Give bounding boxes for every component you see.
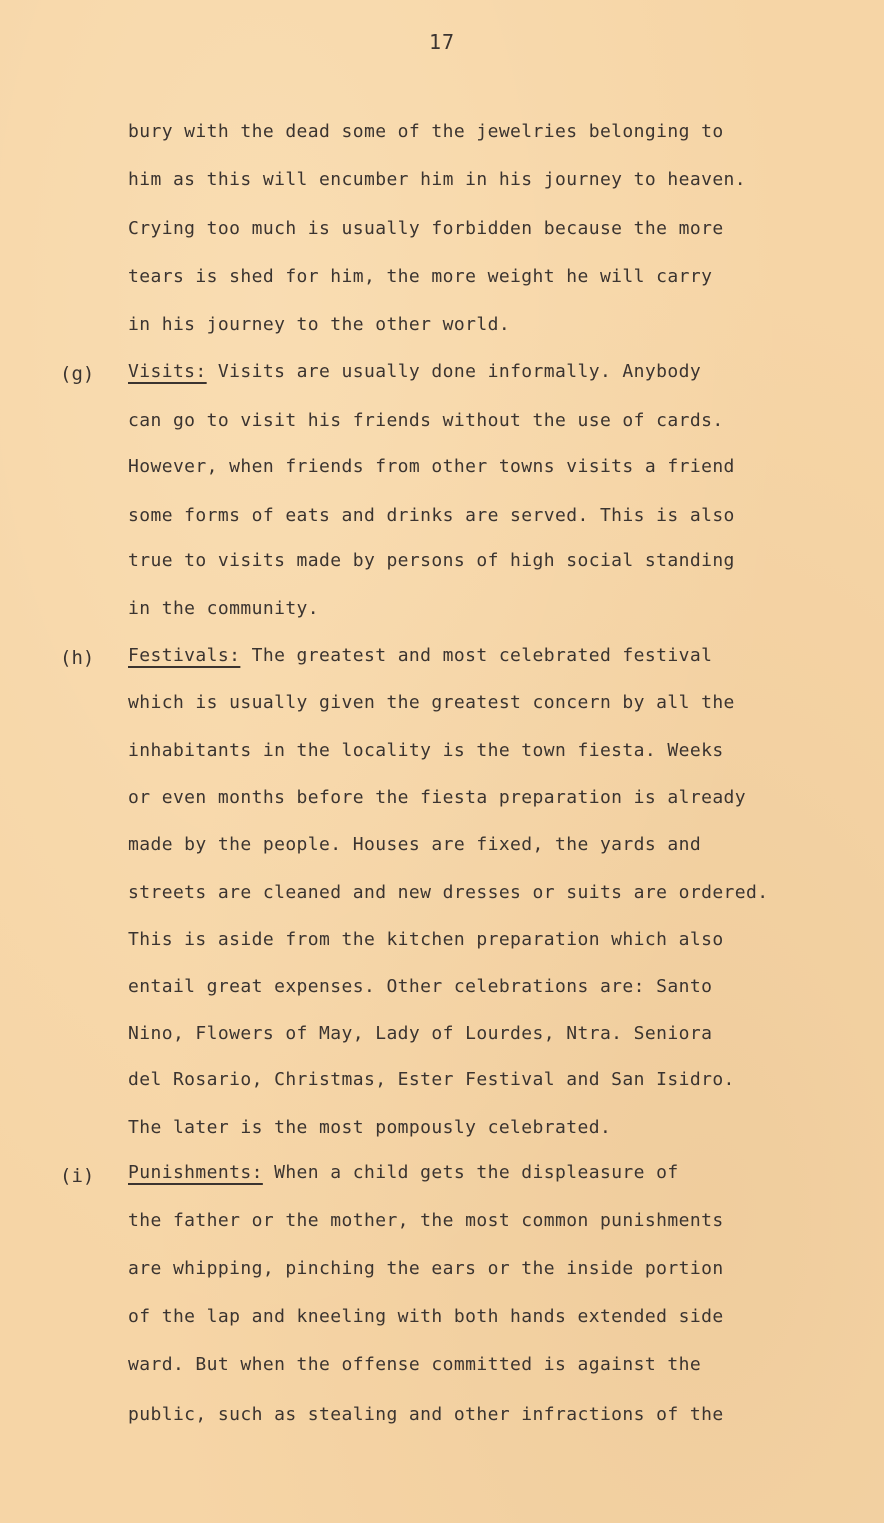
text-line: The later is the most pompously celebrated.	[128, 1117, 612, 1138]
text-line: ward. But when the offense committed is against the	[128, 1354, 702, 1375]
text-line: can go to visit his friends without the use of cards.	[128, 410, 724, 431]
text-line: entail great expenses. Other celebrations are: Santo	[128, 976, 713, 997]
text-line: are whipping, pinching the ears or the inside portion	[128, 1258, 724, 1279]
section-first-line	[128, 360, 701, 384]
text-line: him as this will encumber him in his journey to heaven.	[128, 169, 747, 190]
text-line: This is aside from the kitchen preparation which also	[128, 929, 724, 950]
text-line: del Rosario, Christmas, Ester Festival and San Isidro.	[128, 1069, 735, 1090]
section-heading: Visits:	[128, 361, 207, 382]
section-first-line	[128, 644, 712, 668]
text-line: which is usually given the greatest concern by all the	[128, 692, 735, 713]
section-heading: Punishments:	[128, 1162, 263, 1183]
section-marker: (h)	[60, 647, 95, 669]
text-line: Crying too much is usually forbidden because the more	[128, 218, 724, 239]
text-line: streets are cleaned and new dresses or suits are ordered.	[128, 882, 769, 903]
section-heading: Festivals:	[128, 645, 241, 666]
section-text: Visits are usually done informally. Anybody	[206, 361, 702, 382]
text-line: true to visits made by persons of high social standing	[128, 550, 735, 571]
text-line: inhabitants in the locality is the town fiesta. Weeks	[128, 740, 724, 761]
text-line: in his journey to the other world.	[128, 314, 511, 335]
text-line: in the community.	[128, 598, 320, 619]
text-line: Nino, Flowers of May, Lady of Lourdes, Ntra. Seniora	[128, 1023, 713, 1044]
text-line: of the lap and kneeling with both hands extended side	[128, 1306, 724, 1327]
section-marker: (i)	[60, 1165, 95, 1187]
text-line: tears is shed for him, the more weight he will carry	[128, 266, 713, 287]
text-line: some forms of eats and drinks are served. This is also	[128, 505, 735, 526]
text-line: public, such as stealing and other infractions of the	[128, 1404, 724, 1425]
text-line: However, when friends from other towns visits a friend	[128, 456, 735, 477]
text-line: or even months before the fiesta preparation is already	[128, 787, 747, 808]
page-number: 17	[428, 30, 456, 54]
section-marker: (g)	[60, 363, 95, 385]
section-text: When a child gets the displeasure of	[262, 1162, 679, 1183]
section-text: The greatest and most celebrated festival	[240, 645, 713, 666]
text-line: the father or the mother, the most common punishments	[128, 1210, 724, 1231]
text-line: made by the people. Houses are fixed, the yards and	[128, 834, 702, 855]
text-line: bury with the dead some of the jewelries belonging to	[128, 121, 724, 142]
section-first-line	[128, 1161, 679, 1185]
